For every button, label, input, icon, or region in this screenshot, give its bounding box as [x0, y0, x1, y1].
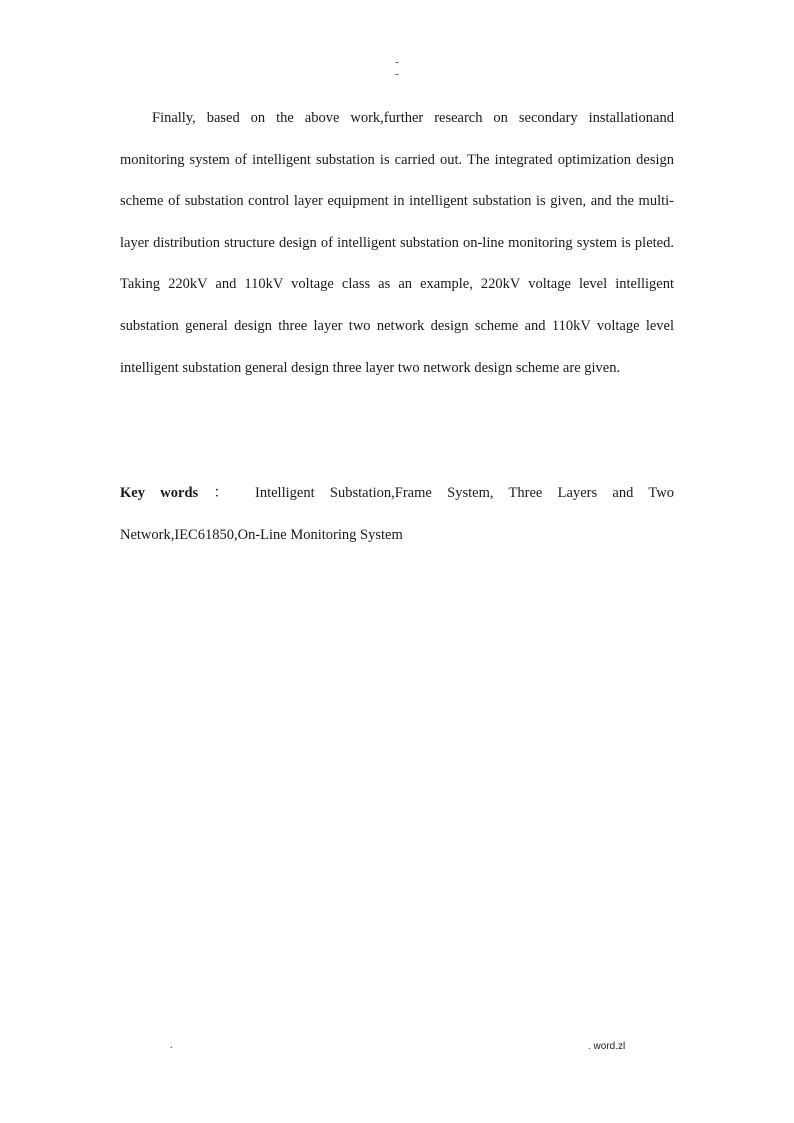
abstract-paragraph: Finally, based on the above work,further research on secondary installationand monitoring system of intelligent substation is carried out. The integrated optimization design scheme of substation control layer equipment in intelligent substation is given, and the multi-layer distribution structure design of intelligent substation on-line monitoring system is pleted. Taking 220kV and 110kV voltage class as an example, 220kV voltage level intelligent substation general design three layer two network design scheme and 110kV voltage level intelligent substation general design three layer two network design scheme are given. [120, 110, 674, 376]
footer-left-mark: . [170, 1040, 173, 1051]
keywords-text: Intelligent Substation,Frame System, Three Layers and Two Network,IEC61850,On-Line Monitoring System [120, 485, 674, 543]
footer-watermark: . word.zl [588, 1041, 626, 1052]
header-mark-bottom: - [395, 68, 399, 80]
abstract-body [120, 98, 674, 389]
keywords-line [120, 473, 674, 556]
keywords-separator: ： [213, 485, 240, 501]
header-mark-top: - [395, 56, 399, 68]
page-header [0, 56, 794, 80]
keywords-section [120, 473, 674, 556]
keywords-label: Key words [120, 485, 199, 501]
